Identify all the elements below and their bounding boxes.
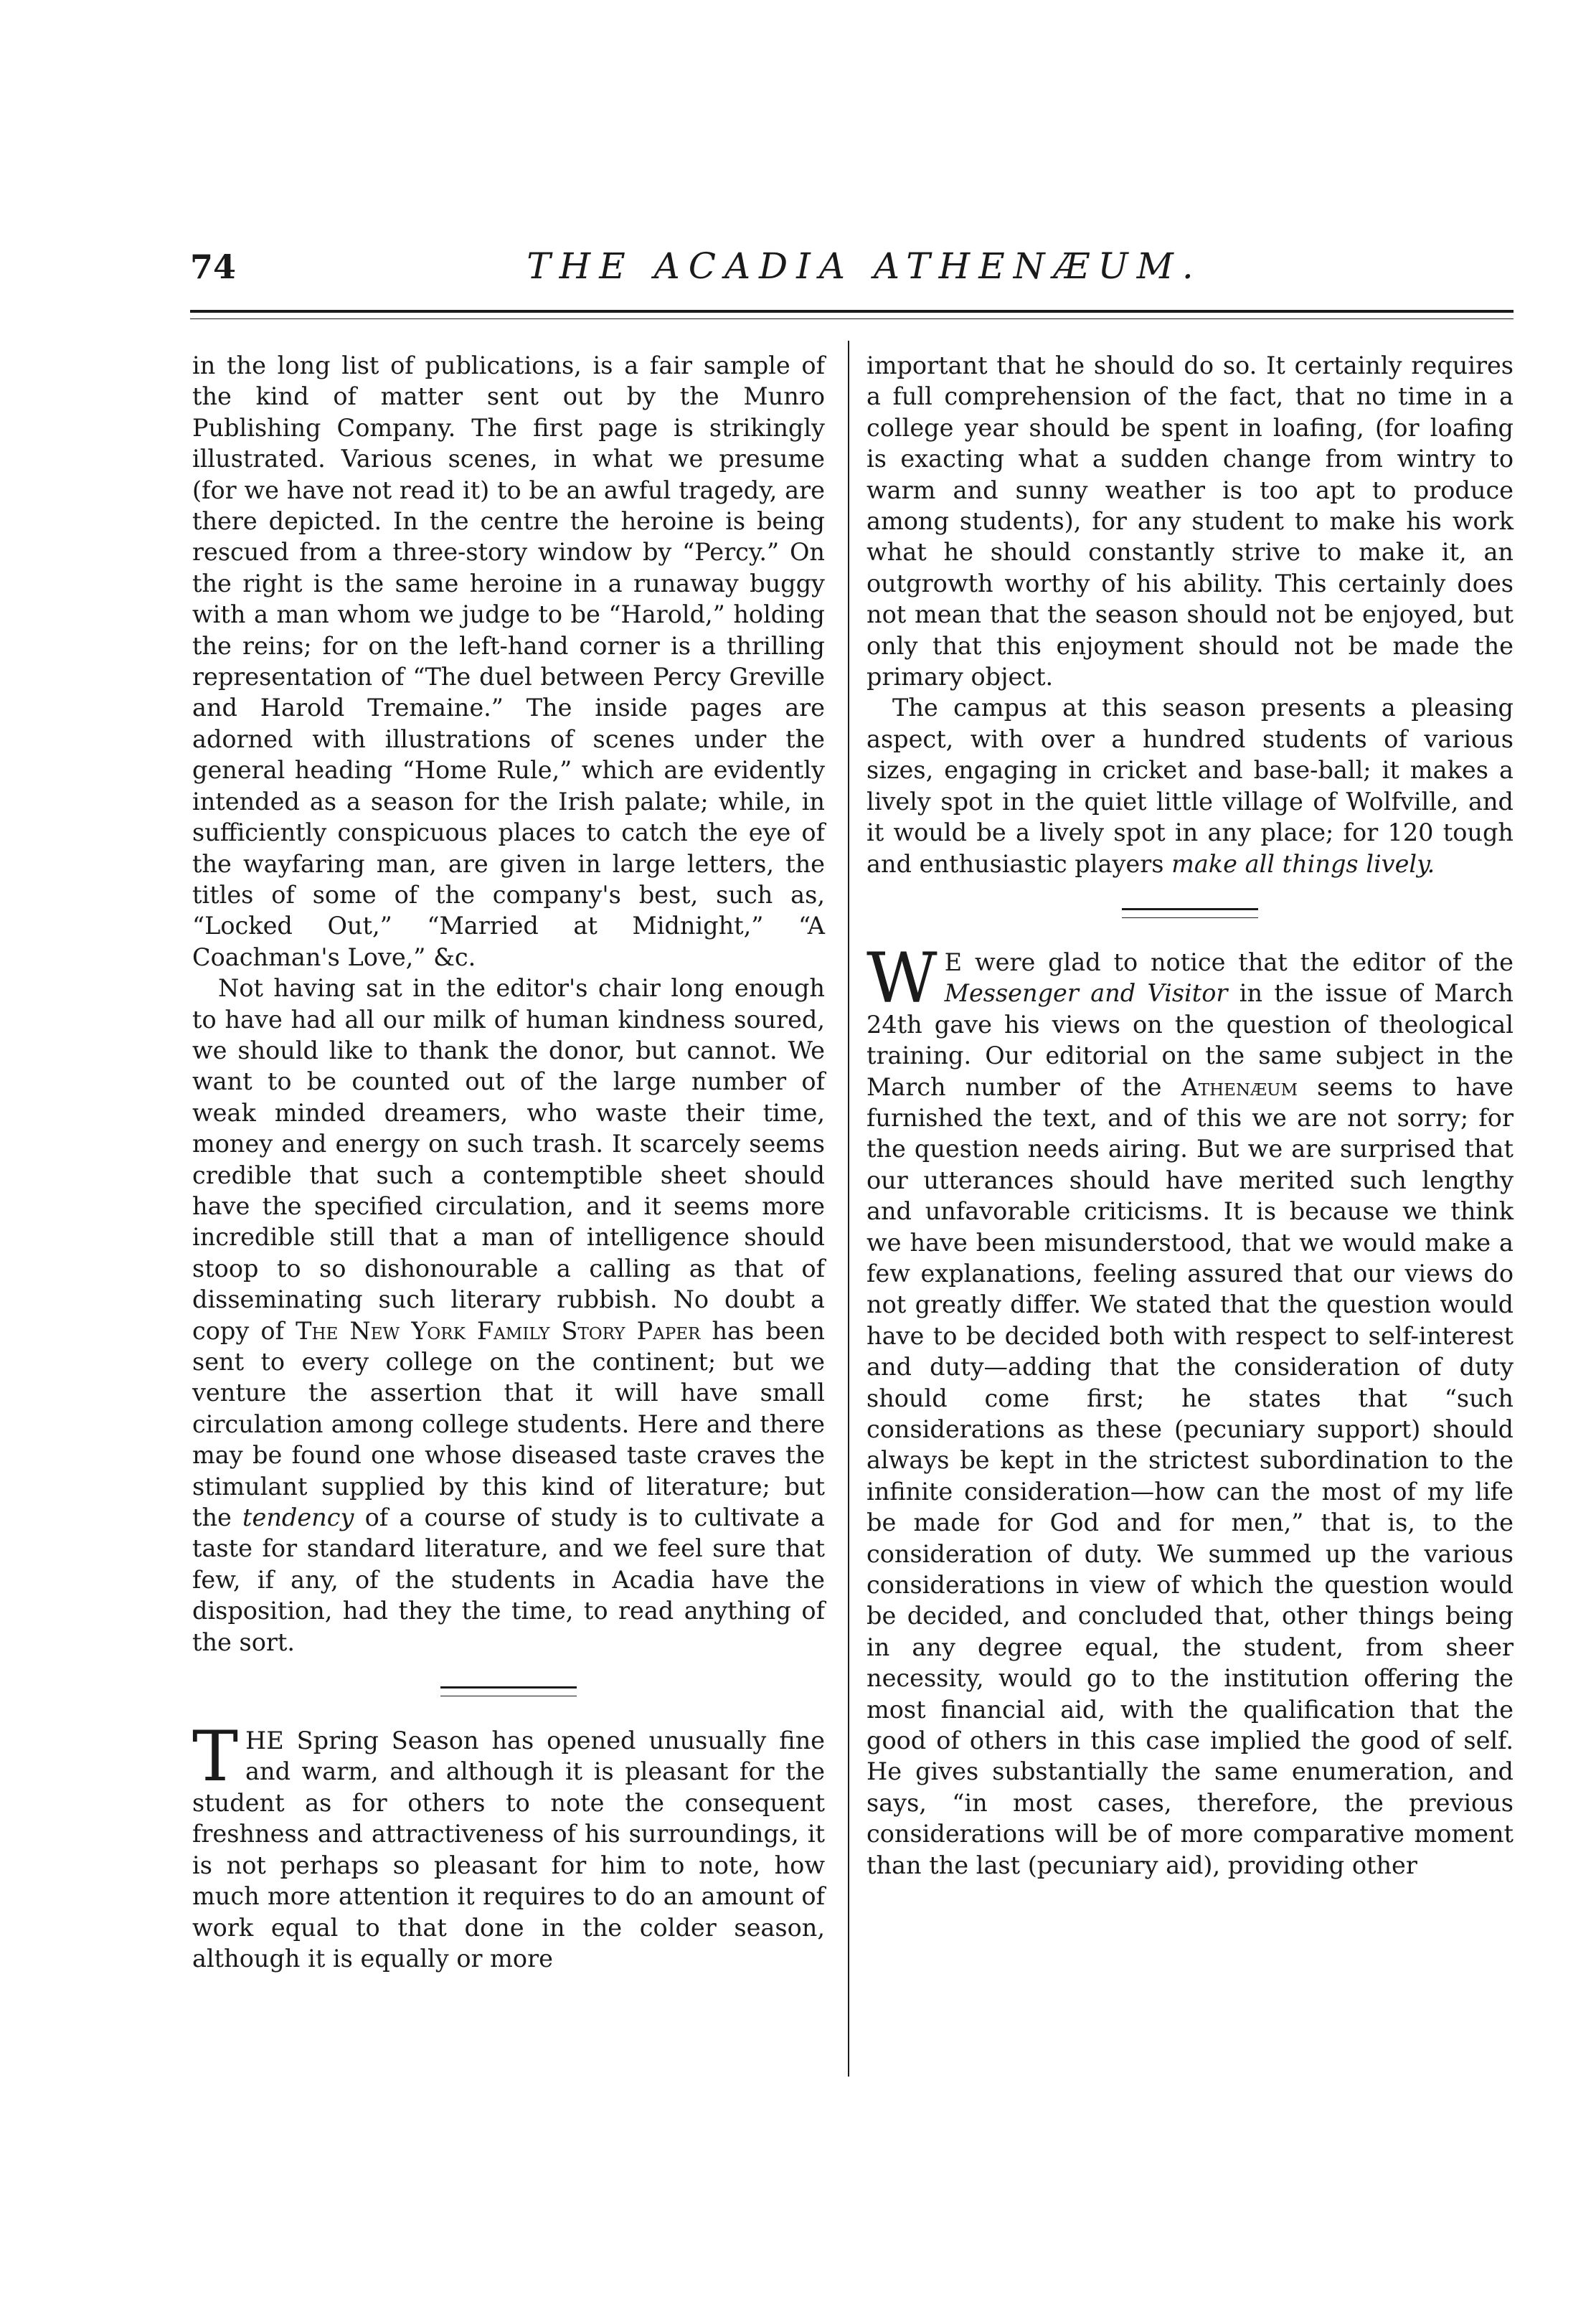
paragraph-loafing: important that he should do so. It certainly requires a full comprehension of the fact, that no time in a college year should be spent in loafing, (for loafing is exacting what a sudden change from wintry to warm and sunny weather is too apt to produce among students), for any student to make his work what he should constantly strive to make it, an outgrowth worthy of his ability. This certainly does not mean that the season should not be enjoyed, but only that this enjoyment should not be made the primary object. — [867, 351, 1514, 691]
running-title: THE ACADIA ATHENÆUM. — [527, 245, 1202, 287]
paragraph-theological-training — [867, 937, 1514, 1881]
publication-title: Athenæum — [1181, 1072, 1298, 1101]
paragraph-campus — [867, 692, 1514, 879]
paper-title: The New York Family Story Paper — [296, 1316, 701, 1345]
drop-cap: W — [867, 937, 938, 1019]
publication-title: Messenger and Visitor — [944, 979, 1228, 1008]
text-segment: seems to have furnished the text, and of this we are not sorry; for the question needs airing. But we are surprised that our utterances should have merited such lengthy and unfavorable criticisms. It is because we think we have been misunderstood, that we would make a few explanations, feeling assured that our views do not greatly differ. We stated that the question would have to be decided both with respect to self-interest and duty—adding that the consideration of duty should come first; he states that “such considerations as these (pecuniary support) should always be kept in the strictest subordination to the infinite consideration—how can the most of my life be made for God and for men,” that is, to the consideration of duty. We summed up the various considerations in view of which the question would be decided, and concluded that, other things being in any degree equal, the student, from sheer necessity, would go to the institution offering the most financial aid, with the qualification that the good of others in this case implied the good of self. He gives substantially the same enumeration, and says, “in most cases, therefore, the previous considerations will be of more comparative moment than the last (pecuniary aid), providing other — [867, 1072, 1514, 1879]
emphasis-lively: make all things lively. — [1171, 849, 1435, 878]
paragraph-spring-season — [192, 1716, 825, 1974]
header-rule-thin — [190, 318, 1514, 319]
column-divider — [848, 341, 849, 2077]
drop-cap: T — [192, 1716, 239, 1798]
header-rule — [190, 310, 1514, 313]
page-number: 74 — [190, 247, 237, 286]
text-segment: HE Spring Season has opened unusually fine and warm, and although it is pleasant for the student as for others to note the consequent freshness and attractiveness of his surroundings, it is not perhaps so pleasant for him to note, how much more attention it requires to do an amount of work equal to that done in the colder season, although it is equally or more — [192, 1727, 825, 1973]
right-column — [867, 350, 1514, 1881]
section-separator — [1122, 908, 1258, 918]
text-segment: E were glad to notice that the editor of the — [944, 948, 1514, 976]
text-segment: The campus at this season presents a pleasing aspect, with over a hundred students of various sizes, engaging in cricket and base-ball; it makes a lively spot in the quiet little village of Wolfville, and it would be a lively spot in any place; for 120 tough and enthusiastic players — [867, 694, 1514, 878]
text-segment: of a course of study is to cultivate a taste for standard literature, and we feel sure that few, if any, of the students in Acadia have the disposition, had they the time, to read anything of the sort. — [192, 1503, 825, 1656]
text-segment: has been sent to every college on the continent; but we venture the assertion that it will have small circulation among college students. Here and there may be found one whose diseased taste craves the stimulant supplied by this kind of literature; but the — [192, 1316, 825, 1532]
text-segment: in the issue of March 24th gave his views on the question of theological training. Our editorial on the same subject in the March number of the — [867, 979, 1514, 1101]
section-separator — [440, 1686, 577, 1696]
emphasis-tendency: tendency — [242, 1503, 354, 1532]
text-segment: Not having sat in the editor's chair long enough to have had all our milk of human kindness soured, we should like to thank the donor, but cannot. We want to be counted out of the large number of weak minded dreamers, who waste their time, money and energy on such trash. It scarcely seems credible that such a contemptible sheet should have the specified circulation, and it seems more incredible still that a man of intelligence should stoop to so dishonourable a calling as that of disseminating such literary rubbish. No doubt a copy of — [192, 974, 825, 1345]
paragraph-editors-chair — [192, 973, 825, 1658]
paragraph-munro: in the long list of publications, is a fair sample of the kind of matter sent out by the Munro Publishing Company. The first page is strikingly illustrated. Various scenes, in what we presume (for we have not read it) to be an awful tragedy, are there depicted. In the centre the heroine is being rescued from a three-story window by “Percy.” On the right is the same heroine in a runaway buggy with a man whom we judge to be “Harold,” holding the reins; for on the left-hand corner is a thrilling representation of “The duel between Percy Greville and Harold Tremaine.” The inside pages are adorned with illustrations of scenes under the general heading “Home Rule,” which are evidently intended as a season for the Irish palate; while, in sufficiently conspicuous places to catch the eye of the wayfaring man, are given in large letters, the titles of some of the company's best, such as, “Locked Out,” “Married at Midnight,” “A Coachman's Love,” &c. — [192, 351, 825, 971]
left-column — [192, 350, 825, 1974]
